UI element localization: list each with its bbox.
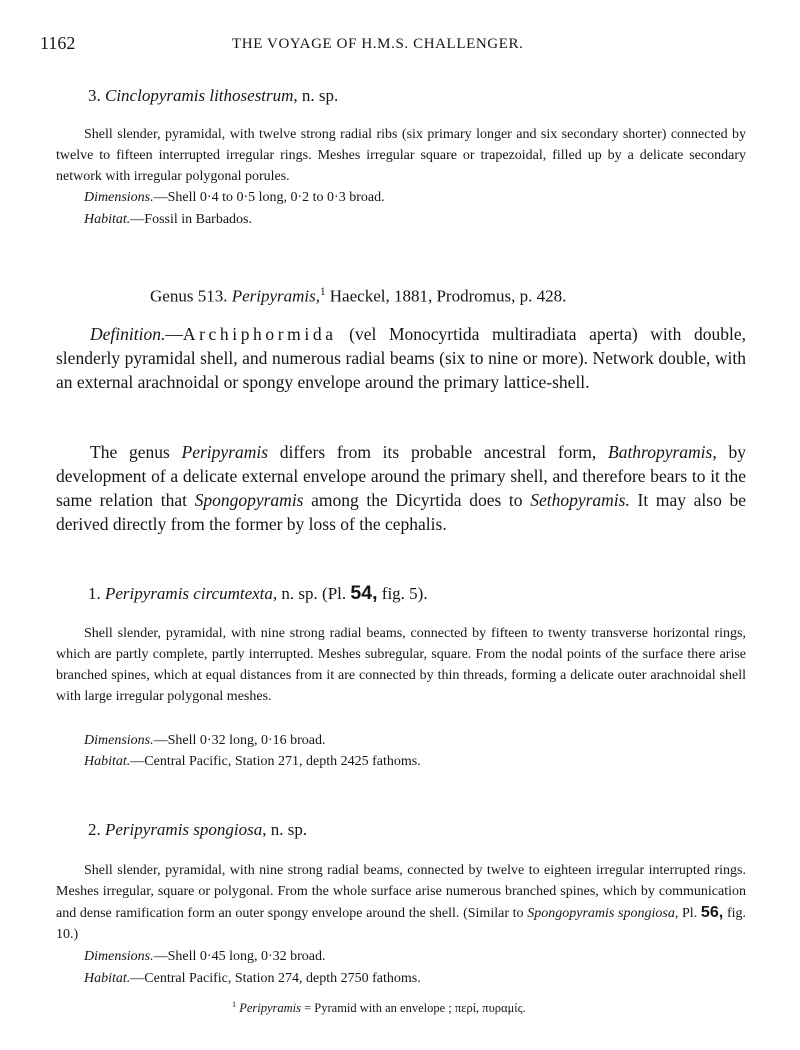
species-name: Cinclopyramis lithosestrum — [105, 86, 294, 105]
description-text: Shell slender, pyramidal, with nine strong radial beams, connected by twelve to eighteen irregular interrupted rings. Meshes irregular, square or polygonal. From the whole surface arise numerous branched spines, which by communication and dense ramification form an outer spongy envelope around the shell. (Similar to — [56, 863, 746, 921]
species-number: 1. — [88, 584, 101, 603]
genus-heading — [150, 286, 566, 307]
footnote — [232, 1000, 526, 1016]
remarks-text: , by development of a delicate external envelope around the primary shell, and therefore bears to it the same relation that — [56, 442, 746, 510]
remarks-text: It may also be derived directly from the former by loss of the cephalis. — [56, 490, 746, 534]
dimensions-value: —Shell 0·45 long, 0·32 broad. — [153, 949, 326, 964]
species-suffix: , n. sp. (Pl. — [272, 584, 351, 603]
habitat-value: —Central Pacific, Station 271, depth 2425 fathoms. — [130, 754, 421, 769]
figure-ref: fig. 10.) — [56, 906, 746, 942]
plate-number: 56, — [700, 903, 724, 921]
genus-name: Peripyramis, — [231, 286, 320, 306]
description-text: , Pl. — [674, 906, 701, 921]
remarks-text: among the Dicyrtida does to — [303, 490, 531, 510]
dimensions-line — [84, 949, 326, 965]
species-description: Shell slender, pyramidal, with twelve strong radial ribs (six primary longer and six secondary shorter) connected by twelve to fifteen interrupted irregular rings. Meshes irregular square or trapezoidal, filled up by a delicate secondary network with irregular polygonal porules. — [56, 127, 746, 184]
remarks-genus: Peripyramis — [181, 442, 269, 462]
running-title: THE VOYAGE OF H.M.S. CHALLENGER. — [232, 36, 524, 52]
definition-group: Archiphormida — [182, 324, 337, 344]
description-reference: Spongopyramis spongiosa — [527, 906, 675, 921]
species-heading-spongiosa — [88, 820, 307, 840]
remarks-text: The genus — [90, 442, 182, 462]
remarks-sethopyramis: Sethopyramis. — [530, 490, 630, 510]
genus-authority: Haeckel, 1881, Prodromus, p. 428. — [329, 286, 567, 306]
genus-definition — [56, 322, 746, 394]
habitat-line — [84, 971, 421, 987]
species-description: Shell slender, pyramidal, with nine strong radial beams, connected by fifteen to twenty transverse horizontal rings, which are partly complete, partly interrupted. Meshes subregular, square. From the nodal points of the surface there arise branched spines, which at equal distances from it are connected by thin threads, forming a delicate outer arachnoidal shell with large irregular polygonal meshes. — [56, 626, 746, 704]
species-number: 3. — [88, 86, 101, 105]
plate-number: 54, — [350, 582, 378, 604]
habitat-label: Habitat. — [84, 212, 131, 227]
footnote-number: 1 — [232, 1000, 237, 1009]
dimensions-line — [84, 190, 385, 206]
figure-ref: fig. 5). — [377, 584, 428, 603]
page-number: 1162 — [40, 33, 76, 53]
genus-prefix: Genus 513. — [150, 286, 228, 306]
remarks-spongopyramis: Spongopyramis — [194, 490, 304, 510]
species-suffix: , n. sp. — [262, 820, 308, 839]
definition-dash: — — [165, 324, 183, 344]
habitat-label: Habitat. — [84, 971, 131, 986]
dimensions-line — [84, 733, 326, 749]
species-suffix: , n. sp. — [293, 86, 339, 105]
species-name: Peripyramis circumtexta — [105, 584, 273, 603]
definition-text: (vel Monocyrtida multiradiata aperta) with double, slenderly pyramidal shell, and numerous radial beams (six to nine or more). Network double, with an external arachnoidal or spongy envelope around the primary lattice-shell. — [56, 324, 747, 392]
remarks-ancestor: Bathropyramis — [608, 442, 713, 462]
habitat-value: —Central Pacific, Station 274, depth 2750 fathoms. — [130, 971, 421, 986]
dimensions-label: Dimensions. — [84, 949, 154, 964]
dimensions-label: Dimensions. — [84, 733, 154, 748]
species-name: Peripyramis spongiosa — [105, 820, 263, 839]
remarks-text: differs from its probable ancestral form, — [268, 442, 608, 462]
footnote-text: = Pyramid with an envelope ; περί, πυραμίς. — [301, 1001, 526, 1016]
species-heading-cinclopyramis — [88, 86, 338, 106]
definition-label: Definition. — [90, 324, 166, 344]
species-number: 2. — [88, 820, 101, 839]
habitat-line — [84, 212, 252, 228]
species-description — [56, 860, 746, 945]
habitat-line — [84, 754, 421, 770]
footnote-marker: 1 — [320, 286, 326, 298]
habitat-label: Habitat. — [84, 754, 131, 769]
dimensions-value: —Shell 0·32 long, 0·16 broad. — [153, 733, 326, 748]
habitat-value: —Fossil in Barbados. — [130, 212, 253, 227]
dimensions-value: —Shell 0·4 to 0·5 long, 0·2 to 0·3 broad. — [153, 190, 385, 205]
species-heading-circumtexta — [88, 582, 428, 605]
footnote-term: Peripyramis — [239, 1001, 301, 1016]
dimensions-label: Dimensions. — [84, 190, 154, 205]
genus-remarks — [56, 440, 746, 536]
